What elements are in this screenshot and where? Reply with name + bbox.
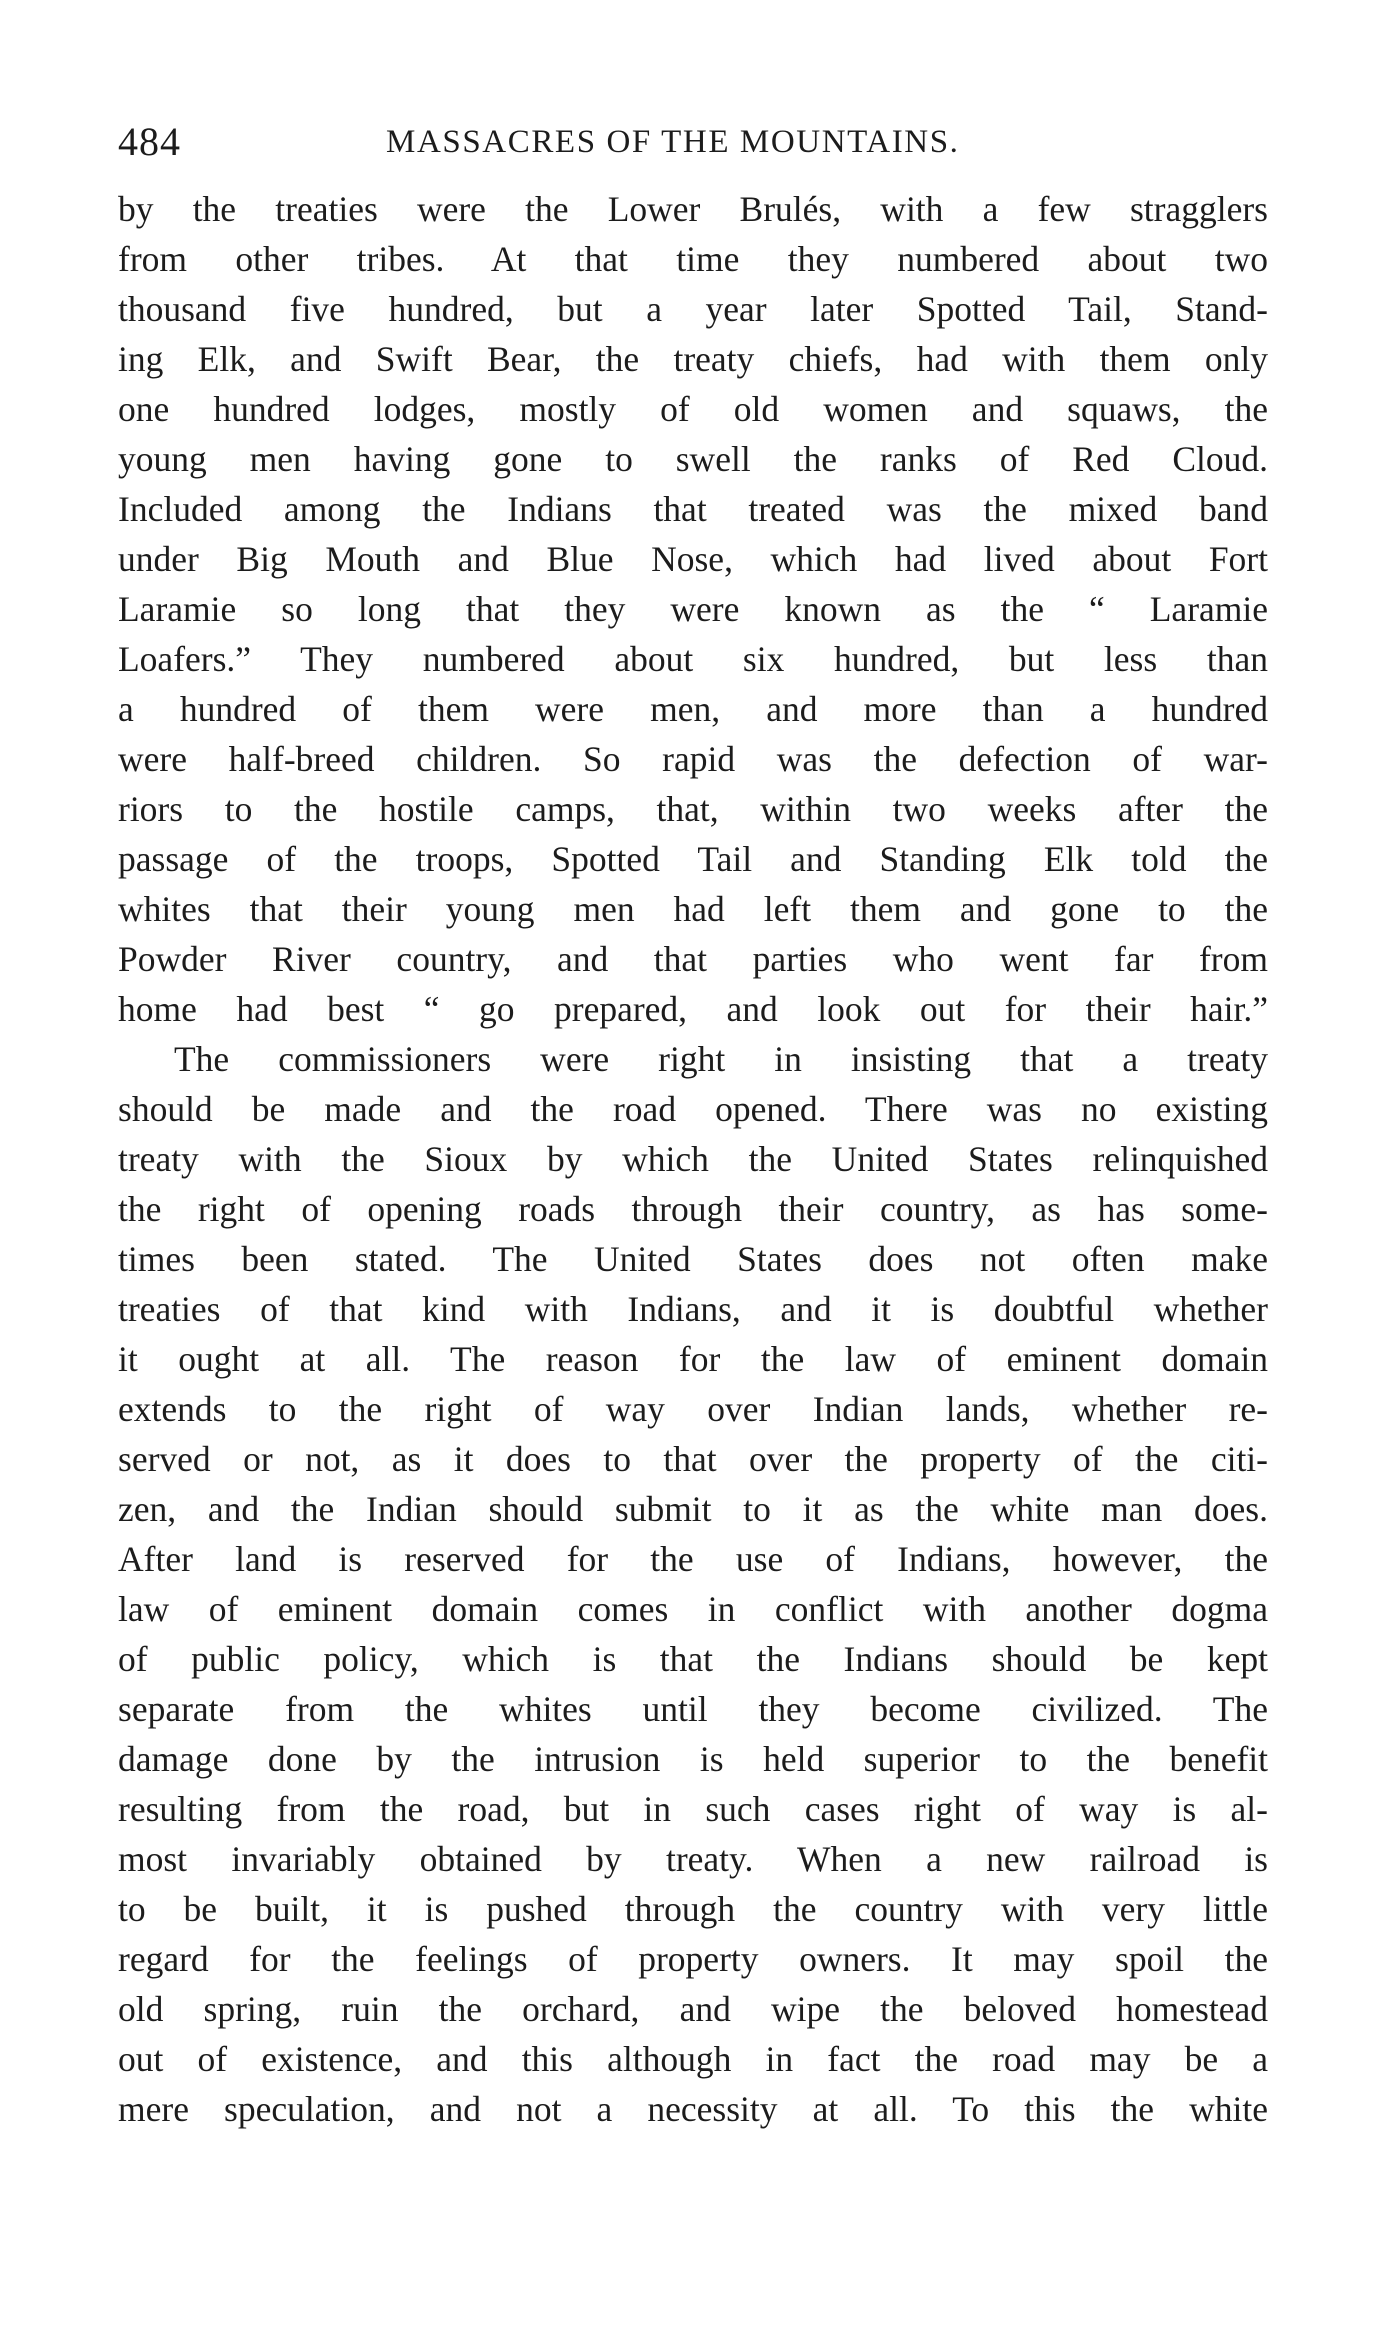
text-line: young men having gone to swell the ranks of Red Cloud. — [118, 439, 1268, 479]
text-line: Powder River country, and that parties who went far from — [118, 939, 1268, 979]
text-line: After land is reserved for the use of Indians, however, the — [118, 1539, 1268, 1579]
text-line: mere speculation, and not a necessity at all. To this the white — [118, 2089, 1268, 2129]
text-line: whites that their young men had left them and gone to the — [118, 889, 1268, 929]
text-line: resulting from the road, but in such cases right of way is al- — [118, 1789, 1268, 1829]
text-line: the right of opening roads through their country, as has some- — [118, 1189, 1268, 1229]
running-head — [118, 112, 1268, 172]
text-line: under Big Mouth and Blue Nose, which had lived about Fort — [118, 539, 1268, 579]
body-text — [118, 184, 1268, 2134]
text-line: by the treaties were the Lower Brulés, with a few stragglers — [118, 189, 1268, 229]
text-line: should be made and the road opened. There was no existing — [118, 1089, 1268, 1129]
text-line: home had best “ go prepared, and look out for their hair.” — [118, 989, 1268, 1029]
text-line: law of eminent domain comes in conflict with another dogma — [118, 1589, 1268, 1629]
text-line: The commissioners were right in insisting that a treaty — [174, 1039, 1268, 1079]
text-line: served or not, as it does to that over the property of the citi- — [118, 1439, 1268, 1479]
text-line: thousand five hundred, but a year later Spotted Tail, Stand- — [118, 289, 1268, 329]
text-line: passage of the troops, Spotted Tail and Standing Elk told the — [118, 839, 1268, 879]
text-line: Included among the Indians that treated was the mixed band — [118, 489, 1268, 529]
text-line: a hundred of them were men, and more than a hundred — [118, 689, 1268, 729]
text-line: most invariably obtained by treaty. When a new railroad is — [118, 1839, 1268, 1879]
text-line: times been stated. The United States does not often make — [118, 1239, 1268, 1279]
text-line: Loafers.” They numbered about six hundred, but less than — [118, 639, 1268, 679]
text-line: to be built, it is pushed through the country with very little — [118, 1889, 1268, 1929]
text-line: it ought at all. The reason for the law of eminent domain — [118, 1339, 1268, 1379]
text-line: riors to the hostile camps, that, within two weeks after the — [118, 789, 1268, 829]
text-line: zen, and the Indian should submit to it as the white man does. — [118, 1489, 1268, 1529]
text-line: ing Elk, and Swift Bear, the treaty chiefs, had with them only — [118, 339, 1268, 379]
text-line: treaty with the Sioux by which the United States relinquished — [118, 1139, 1268, 1179]
text-line: extends to the right of way over Indian lands, whether re- — [118, 1389, 1268, 1429]
text-line: Laramie so long that they were known as the “ Laramie — [118, 589, 1268, 629]
text-line: of public policy, which is that the Indians should be kept — [118, 1639, 1268, 1679]
text-line: regard for the feelings of property owners. It may spoil the — [118, 1939, 1268, 1979]
text-line: treaties of that kind with Indians, and it is doubtful whether — [118, 1289, 1268, 1329]
text-line: from other tribes. At that time they numbered about two — [118, 239, 1268, 279]
text-line: out of existence, and this although in fact the road may be a — [118, 2039, 1268, 2079]
text-line: old spring, ruin the orchard, and wipe the beloved homestead — [118, 1989, 1268, 2029]
text-line: were half-breed children. So rapid was the defection of war- — [118, 739, 1268, 779]
running-title: MASSACRES OF THE MOUNTAINS. — [386, 124, 960, 160]
text-line: damage done by the intrusion is held superior to the benefit — [118, 1739, 1268, 1779]
text-line: one hundred lodges, mostly of old women and squaws, the — [118, 389, 1268, 429]
text-line: separate from the whites until they become civilized. The — [118, 1689, 1268, 1729]
page-number: 484 — [118, 119, 181, 164]
